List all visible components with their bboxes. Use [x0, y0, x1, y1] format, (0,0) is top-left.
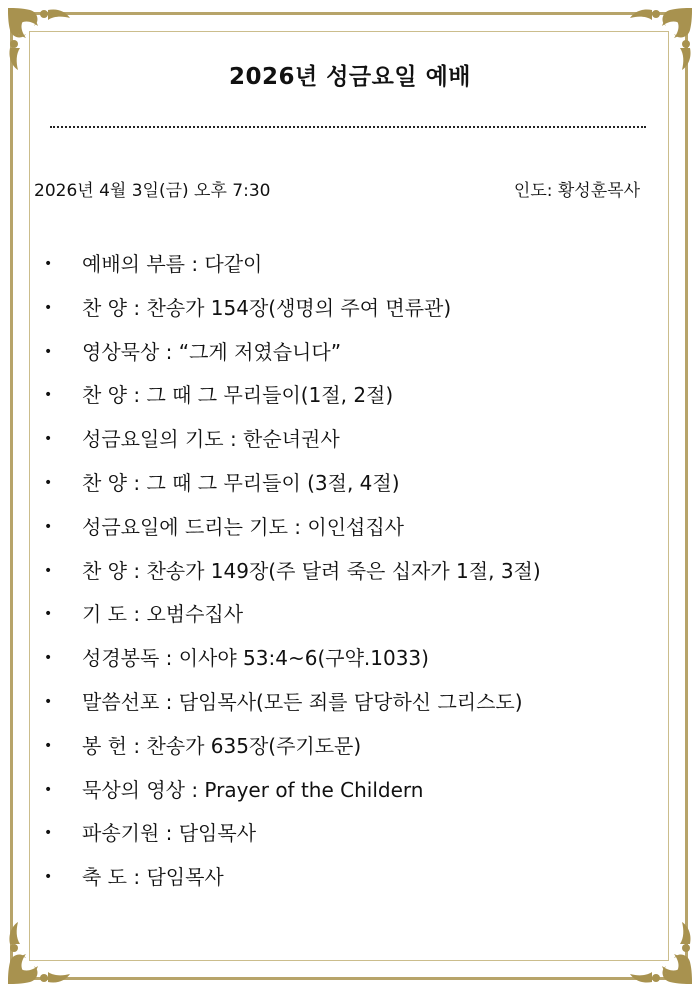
bullet-icon: • [44, 869, 53, 886]
bullet-icon: • [44, 256, 53, 272]
list-item-text: 기 도 : 오범수집사 [82, 602, 244, 627]
list-item [40, 291, 541, 335]
list-item-text: 성금요일에 드리는 기도 : 이인섭집사 [82, 514, 404, 539]
list-item [40, 773, 541, 817]
list-item-text: 말씀선포 : 담임목사(모든 죄를 담당하신 그리스도) [82, 689, 523, 714]
list-item-text: 파송기원 : 담임목사 [82, 821, 257, 846]
order-of-service-list [40, 247, 541, 904]
bullet-icon: • [44, 387, 53, 404]
bullet-icon: • [44, 343, 53, 360]
list-item-text: 예배의 부름 : 다같이 [82, 252, 263, 276]
list-item [40, 641, 541, 685]
service-datetime: 2026년 4월 3일(금) 오후 7:30 [34, 181, 271, 201]
corner-ornament-icon [626, 918, 696, 988]
list-item [40, 729, 541, 773]
bullet-icon: • [44, 474, 53, 491]
bullet-icon: • [44, 650, 53, 667]
bullet-icon: • [44, 737, 53, 754]
list-item [40, 510, 541, 554]
list-item [40, 422, 541, 466]
bullet-icon: • [44, 431, 53, 448]
corner-ornament-icon [4, 918, 74, 988]
list-item [40, 378, 541, 422]
bullet-icon: • [44, 518, 53, 535]
list-item [40, 554, 541, 598]
list-item-text: 묵상의 영상 : Prayer of the Childern [82, 777, 424, 802]
bullet-icon: • [44, 825, 53, 842]
bullet-icon: • [44, 693, 53, 710]
list-item-text: 찬 양 : 찬송가 154장(생명의 주여 면류관) [82, 295, 452, 320]
page-title: 2026년 성금요일 예배 [228, 64, 472, 90]
list-item-text: 봉 헌 : 찬송가 635장(주기도문) [82, 733, 362, 758]
list-item-text: 성경봉독 : 이사야 53:4~6(구약.1033) [82, 646, 429, 671]
list-item-text: 찬 양 : 그 때 그 무리들이 (3절, 4절) [82, 470, 400, 495]
list-item-text: 축 도 : 담임목사 [82, 865, 224, 890]
list-item [40, 247, 541, 291]
bullet-icon: • [44, 299, 53, 316]
dotted-divider [50, 126, 646, 128]
list-item [40, 597, 541, 641]
list-item [40, 685, 541, 729]
list-item [40, 466, 541, 510]
service-leader: 인도: 황성훈목사 [513, 181, 640, 201]
bullet-icon: • [44, 781, 53, 798]
list-item-text: 찬 양 : 찬송가 149장(주 달려 죽은 십자가 1절, 3절) [82, 558, 541, 583]
bullet-icon: • [44, 606, 53, 623]
list-item [40, 860, 541, 904]
list-item-text: 찬 양 : 그 때 그 무리들이(1절, 2절) [82, 383, 394, 408]
list-item-text: 성금요일의 기도 : 한순녀권사 [82, 427, 340, 452]
bullet-icon: • [44, 562, 53, 579]
list-item [40, 816, 541, 860]
list-item [40, 335, 541, 379]
list-item-text: 영상묵상 : “그게 저였습니다” [82, 339, 342, 364]
